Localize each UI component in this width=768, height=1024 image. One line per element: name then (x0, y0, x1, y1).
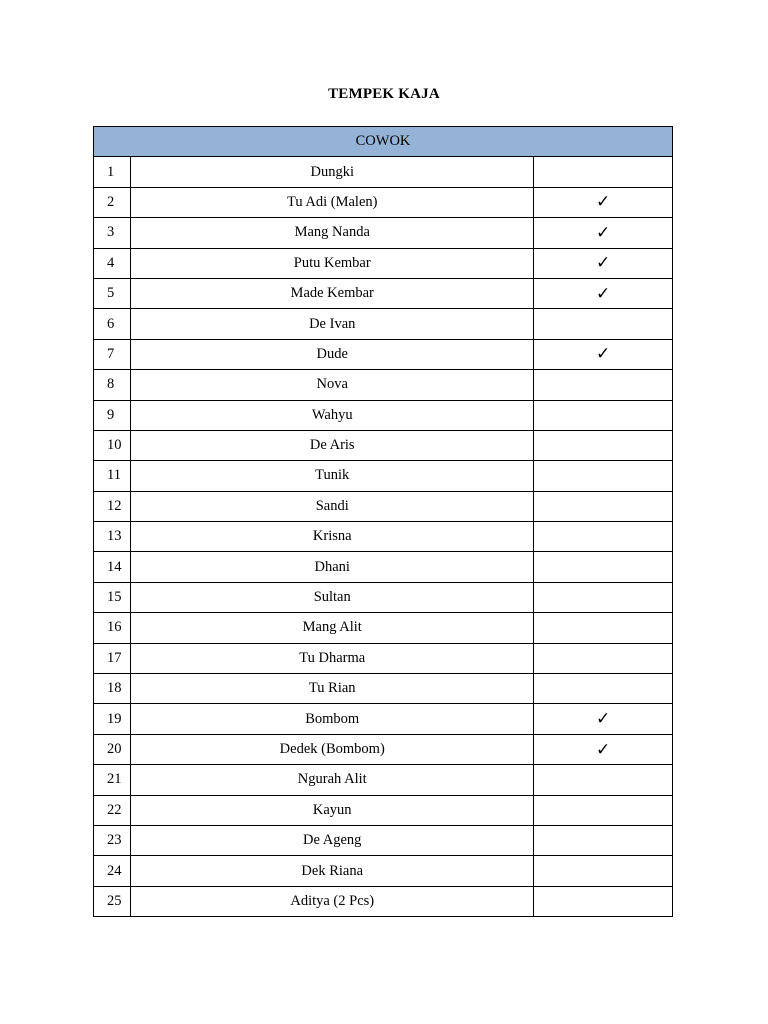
checkmark-cell (534, 522, 673, 552)
cowok-table (93, 126, 673, 917)
table-header-cowok: COWOK (94, 127, 673, 157)
row-number-cell: 22 (94, 795, 131, 825)
row-number-cell: 11 (94, 461, 131, 491)
name-cell: Tu Dharma (131, 643, 534, 673)
table-row (94, 339, 673, 369)
checkmark-cell (534, 491, 673, 521)
row-number-cell: 13 (94, 522, 131, 552)
row-number-cell: 17 (94, 643, 131, 673)
checkmark-cell (534, 187, 673, 217)
checkmark-cell (534, 157, 673, 187)
checkmark-cell (534, 734, 673, 764)
checkmark-cell (534, 248, 673, 278)
name-cell: Kayun (131, 795, 534, 825)
row-number-cell: 14 (94, 552, 131, 582)
checkmark-icon: ✓ (596, 192, 611, 213)
name-cell: Dude (131, 339, 534, 369)
name-cell: Krisna (131, 522, 534, 552)
name-cell: Tunik (131, 461, 534, 491)
table-row (94, 613, 673, 643)
row-number-cell: 9 (94, 400, 131, 430)
table-row (94, 218, 673, 248)
row-number-cell: 2 (94, 187, 131, 217)
name-cell: Dhani (131, 552, 534, 582)
checkmark-cell (534, 309, 673, 339)
checkmark-icon: ✓ (596, 253, 611, 274)
table-row (94, 430, 673, 460)
row-number-cell: 6 (94, 309, 131, 339)
table-row (94, 552, 673, 582)
name-cell: De Ivan (131, 309, 534, 339)
row-number-cell: 15 (94, 582, 131, 612)
checkmark-cell (534, 370, 673, 400)
name-cell: Sultan (131, 582, 534, 612)
checkmark-cell (534, 856, 673, 886)
row-number-cell: 16 (94, 613, 131, 643)
name-cell: Wahyu (131, 400, 534, 430)
row-number-cell: 25 (94, 886, 131, 916)
checkmark-cell (534, 613, 673, 643)
row-number-cell: 18 (94, 674, 131, 704)
row-number-cell: 10 (94, 430, 131, 460)
table-row (94, 643, 673, 673)
checkmark-icon: ✓ (596, 709, 611, 730)
name-cell: Ngurah Alit (131, 765, 534, 795)
row-number-cell: 21 (94, 765, 131, 795)
checkmark-icon: ✓ (596, 344, 611, 365)
name-cell: Dungki (131, 157, 534, 187)
name-cell: De Ageng (131, 825, 534, 855)
name-cell: Nova (131, 370, 534, 400)
checkmark-cell (534, 765, 673, 795)
name-cell: Mang Alit (131, 613, 534, 643)
row-number-cell: 19 (94, 704, 131, 734)
table-row (94, 765, 673, 795)
checkmark-cell (534, 339, 673, 369)
row-number-cell: 1 (94, 157, 131, 187)
table-row (94, 795, 673, 825)
checkmark-cell (534, 704, 673, 734)
table-row (94, 886, 673, 916)
table-row (94, 187, 673, 217)
name-cell: Sandi (131, 491, 534, 521)
table-row (94, 734, 673, 764)
checkmark-icon: ✓ (596, 283, 611, 304)
table-row (94, 400, 673, 430)
row-number-cell: 7 (94, 339, 131, 369)
checkmark-cell (534, 430, 673, 460)
name-cell: Tu Rian (131, 674, 534, 704)
checkmark-cell (534, 643, 673, 673)
checkmark-cell (534, 795, 673, 825)
table-body (94, 127, 673, 917)
checkmark-cell (534, 552, 673, 582)
checkmark-cell (534, 461, 673, 491)
checkmark-icon: ✓ (596, 739, 611, 760)
row-number-cell: 24 (94, 856, 131, 886)
checkmark-cell (534, 674, 673, 704)
row-number-cell: 3 (94, 218, 131, 248)
checkmark-icon: ✓ (596, 222, 611, 243)
name-cell: Made Kembar (131, 278, 534, 308)
table-header-row (94, 127, 673, 157)
table-row (94, 582, 673, 612)
table-row (94, 370, 673, 400)
row-number-cell: 4 (94, 248, 131, 278)
table-row (94, 461, 673, 491)
row-number-cell: 20 (94, 734, 131, 764)
table-row (94, 157, 673, 187)
table-row (94, 522, 673, 552)
table-row (94, 825, 673, 855)
name-cell: Dedek (Bombom) (131, 734, 534, 764)
table-row (94, 248, 673, 278)
name-cell: Aditya (2 Pcs) (131, 886, 534, 916)
row-number-cell: 5 (94, 278, 131, 308)
table-row (94, 674, 673, 704)
checkmark-cell (534, 218, 673, 248)
name-cell: Dek Riana (131, 856, 534, 886)
name-cell: Mang Nanda (131, 218, 534, 248)
table-row (94, 491, 673, 521)
checkmark-cell (534, 278, 673, 308)
name-cell: Tu Adi (Malen) (131, 187, 534, 217)
row-number-cell: 12 (94, 491, 131, 521)
checkmark-cell (534, 400, 673, 430)
table-row (94, 704, 673, 734)
table-row (94, 278, 673, 308)
name-cell: Bombom (131, 704, 534, 734)
table-row (94, 309, 673, 339)
checkmark-cell (534, 582, 673, 612)
row-number-cell: 8 (94, 370, 131, 400)
row-number-cell: 23 (94, 825, 131, 855)
name-cell: Putu Kembar (131, 248, 534, 278)
checkmark-cell (534, 825, 673, 855)
page-title: TEMPEK KAJA (328, 86, 440, 102)
table-row (94, 856, 673, 886)
checkmark-cell (534, 886, 673, 916)
name-cell: De Aris (131, 430, 534, 460)
